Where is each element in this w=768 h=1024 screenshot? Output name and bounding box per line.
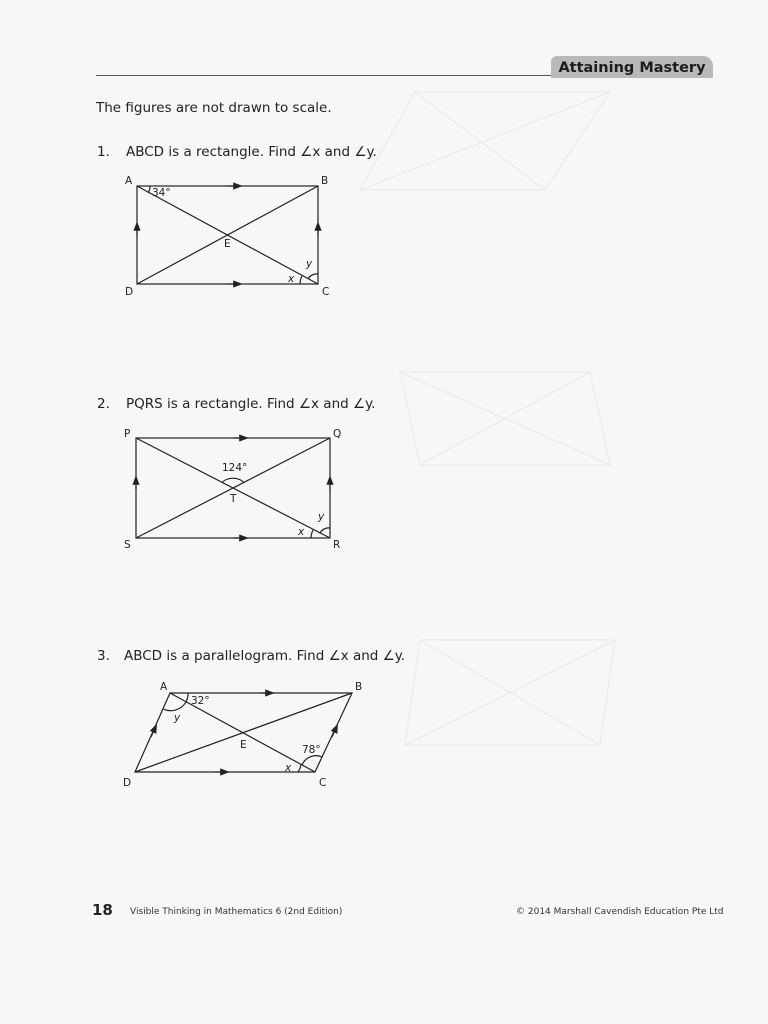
fig1-angle-34: 34°	[152, 187, 171, 199]
intro-text: The figures are not drawn to scale.	[96, 100, 332, 116]
page-number: 18	[92, 901, 113, 919]
question-2-number: 2.	[97, 396, 110, 412]
fig3-label-a: A	[160, 681, 168, 693]
fig1-label-e: E	[224, 238, 231, 250]
section-badge: Attaining Mastery	[551, 56, 713, 78]
fig2-label-p: P	[124, 428, 131, 440]
fig3-label-e: E	[240, 739, 247, 751]
fig1-label-a: A	[125, 175, 133, 187]
bleed-through	[360, 92, 615, 745]
fig2-label-s: S	[124, 539, 131, 551]
fig1-label-b: B	[321, 175, 329, 187]
copyright: © 2014 Marshall Cavendish Education Pte Ltd	[516, 907, 724, 917]
fig2-label-r: R	[333, 539, 341, 551]
fig3-angle-78: 78°	[302, 744, 321, 756]
question-3-number: 3.	[97, 648, 110, 664]
fig3-label-c: C	[319, 777, 327, 789]
fig2-label-q: Q	[333, 428, 342, 440]
fig2-angle-y: y	[318, 511, 325, 523]
question-3-text: ABCD is a parallelogram. Find ∠x and ∠y.	[124, 648, 406, 664]
question-2-text: PQRS is a rectangle. Find ∠x and ∠y.	[126, 396, 376, 412]
figure-1-rectangle	[137, 186, 318, 284]
fig1-label-d: D	[125, 286, 134, 298]
fig2-angle-124: 124°	[222, 462, 248, 474]
question-1-text: ABCD is a rectangle. Find ∠x and ∠y.	[126, 144, 377, 160]
question-1-number: 1.	[97, 144, 110, 160]
fig3-label-b: B	[355, 681, 363, 693]
fig1-angle-x: x	[288, 273, 295, 285]
fig2-label-t: T	[230, 493, 237, 505]
book-title: Visible Thinking in Mathematics 6 (2nd Edition)	[130, 907, 343, 917]
figure-2-rectangle	[136, 438, 330, 538]
fig3-angle-y: y	[174, 712, 181, 724]
fig3-angle-32: 32°	[191, 695, 210, 707]
figure-3-parallelogram	[135, 693, 352, 772]
fig2-angle-x: x	[298, 526, 305, 538]
fig3-angle-x: x	[285, 762, 292, 774]
fig3-label-d: D	[123, 777, 132, 789]
fig1-angle-y: y	[306, 258, 313, 270]
fig1-label-c: C	[322, 286, 330, 298]
